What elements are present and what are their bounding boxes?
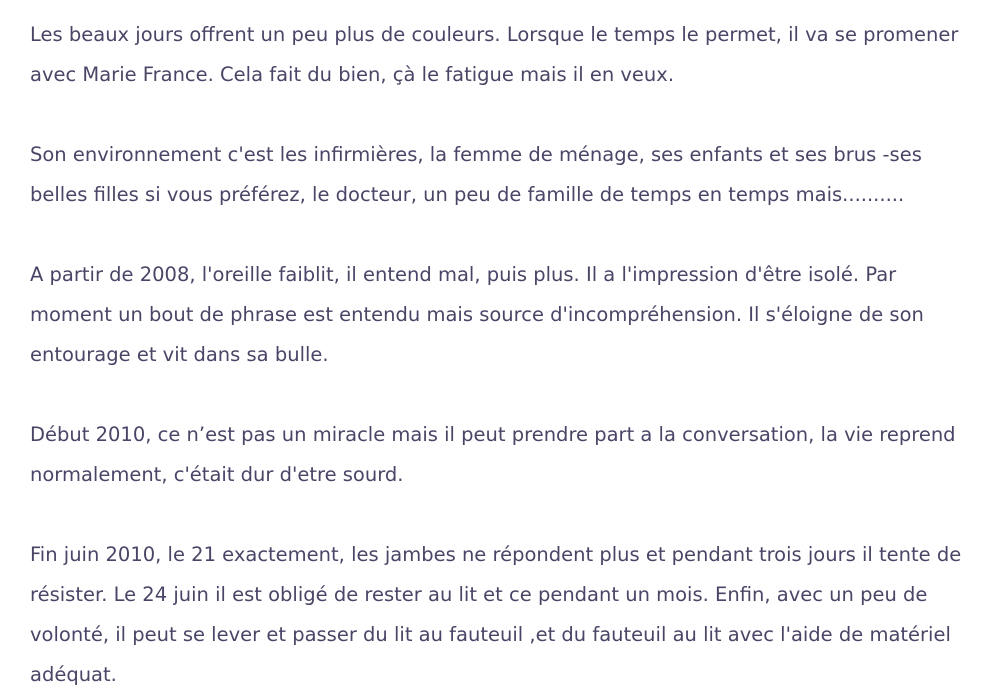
text-line: adéquat. — [30, 663, 117, 686]
paragraph-outings — [30, 15, 992, 95]
text-line: avec Marie France. Cela fait du bien, çà le fatigue mais il en veux. — [30, 63, 675, 86]
text-line: Fin juin 2010, le 21 exactement, les jambes ne répondent plus et pendant trois jours il tente de — [30, 543, 962, 566]
text-line: moment un bout de phrase est entendu mais source d'incompréhension. Il s'éloigne de son — [30, 303, 924, 326]
paragraph-mobility — [30, 535, 992, 695]
text-line: Son environnement c'est les infirmières, la femme de ménage, ses enfants et ses brus -ses — [30, 143, 922, 166]
paragraph-hearing-restored — [30, 415, 992, 495]
text-line: volonté, il peut se lever et passer du lit au fauteuil ,et du fauteuil au lit avec l'aide de matériel — [30, 623, 951, 646]
text-line: A partir de 2008, l'oreille faiblit, il entend mal, puis plus. Il a l'impression d'être isolé. Par — [30, 263, 897, 286]
paragraph-hearing-loss — [30, 255, 992, 375]
text-line: Début 2010, ce n’est pas un miracle mais il peut prendre part a la conversation, la vie reprend — [30, 423, 956, 446]
text-line: résister. Le 24 juin il est obligé de rester au lit et ce pendant un mois. Enfin, avec un peu de — [30, 583, 928, 606]
paragraph-environment — [30, 135, 992, 215]
text-line: belles filles si vous préférez, le docteur, un peu de famille de temps en temps mais.......... — [30, 183, 905, 206]
text-line: entourage et vit dans sa bulle. — [30, 343, 329, 366]
text-line: Les beaux jours offrent un peu plus de couleurs. Lorsque le temps le permet, il va se promener — [30, 23, 959, 46]
text-line: normalement, c'était dur d'etre sourd. — [30, 463, 404, 486]
